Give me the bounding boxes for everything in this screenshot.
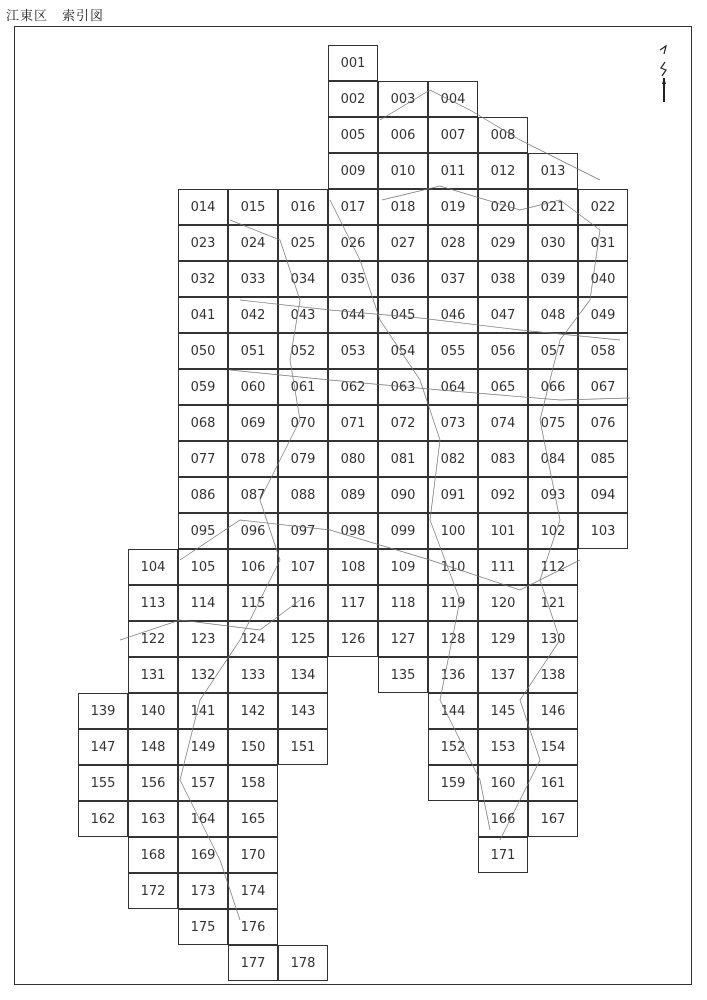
map-sheet-044[interactable]: 044 bbox=[328, 297, 378, 333]
map-sheet-154[interactable]: 154 bbox=[528, 729, 578, 765]
map-sheet-107[interactable]: 107 bbox=[278, 549, 328, 585]
map-sheet-067[interactable]: 067 bbox=[578, 369, 628, 405]
map-sheet-129[interactable]: 129 bbox=[478, 621, 528, 657]
map-sheet-087[interactable]: 087 bbox=[228, 477, 278, 513]
map-sheet-084[interactable]: 084 bbox=[528, 441, 578, 477]
map-sheet-078[interactable]: 078 bbox=[228, 441, 278, 477]
map-sheet-077[interactable]: 077 bbox=[178, 441, 228, 477]
map-sheet-177[interactable]: 177 bbox=[228, 945, 278, 981]
map-sheet-088[interactable]: 088 bbox=[278, 477, 328, 513]
map-sheet-161[interactable]: 161 bbox=[528, 765, 578, 801]
map-sheet-042[interactable]: 042 bbox=[228, 297, 278, 333]
map-sheet-092[interactable]: 092 bbox=[478, 477, 528, 513]
map-sheet-105[interactable]: 105 bbox=[178, 549, 228, 585]
map-sheet-158[interactable]: 158 bbox=[228, 765, 278, 801]
map-sheet-152[interactable]: 152 bbox=[428, 729, 478, 765]
map-sheet-016[interactable]: 016 bbox=[278, 189, 328, 225]
map-sheet-070[interactable]: 070 bbox=[278, 405, 328, 441]
map-sheet-099[interactable]: 099 bbox=[378, 513, 428, 549]
map-sheet-143[interactable]: 143 bbox=[278, 693, 328, 729]
map-sheet-059[interactable]: 059 bbox=[178, 369, 228, 405]
map-sheet-026[interactable]: 026 bbox=[328, 225, 378, 261]
map-sheet-155[interactable]: 155 bbox=[78, 765, 128, 801]
map-sheet-090[interactable]: 090 bbox=[378, 477, 428, 513]
map-sheet-018[interactable]: 018 bbox=[378, 189, 428, 225]
map-sheet-051[interactable]: 051 bbox=[228, 333, 278, 369]
map-sheet-140[interactable]: 140 bbox=[128, 693, 178, 729]
map-sheet-098[interactable]: 098 bbox=[328, 513, 378, 549]
map-sheet-117[interactable]: 117 bbox=[328, 585, 378, 621]
map-sheet-022[interactable]: 022 bbox=[578, 189, 628, 225]
map-sheet-030[interactable]: 030 bbox=[528, 225, 578, 261]
map-sheet-094[interactable]: 094 bbox=[578, 477, 628, 513]
map-sheet-061[interactable]: 061 bbox=[278, 369, 328, 405]
map-sheet-134[interactable]: 134 bbox=[278, 657, 328, 693]
map-sheet-114[interactable]: 114 bbox=[178, 585, 228, 621]
map-sheet-053[interactable]: 053 bbox=[328, 333, 378, 369]
map-sheet-037[interactable]: 037 bbox=[428, 261, 478, 297]
map-sheet-017[interactable]: 017 bbox=[328, 189, 378, 225]
map-sheet-111[interactable]: 111 bbox=[478, 549, 528, 585]
map-sheet-127[interactable]: 127 bbox=[378, 621, 428, 657]
map-sheet-039[interactable]: 039 bbox=[528, 261, 578, 297]
map-sheet-009[interactable]: 009 bbox=[328, 153, 378, 189]
map-sheet-145[interactable]: 145 bbox=[478, 693, 528, 729]
map-sheet-065[interactable]: 065 bbox=[478, 369, 528, 405]
map-sheet-169[interactable]: 169 bbox=[178, 837, 228, 873]
map-sheet-013[interactable]: 013 bbox=[528, 153, 578, 189]
map-sheet-112[interactable]: 112 bbox=[528, 549, 578, 585]
map-sheet-121[interactable]: 121 bbox=[528, 585, 578, 621]
map-sheet-104[interactable]: 104 bbox=[128, 549, 178, 585]
map-sheet-003[interactable]: 003 bbox=[378, 81, 428, 117]
map-sheet-147[interactable]: 147 bbox=[78, 729, 128, 765]
map-sheet-079[interactable]: 079 bbox=[278, 441, 328, 477]
map-sheet-060[interactable]: 060 bbox=[228, 369, 278, 405]
map-sheet-153[interactable]: 153 bbox=[478, 729, 528, 765]
map-sheet-135[interactable]: 135 bbox=[378, 657, 428, 693]
map-sheet-014[interactable]: 014 bbox=[178, 189, 228, 225]
map-sheet-041[interactable]: 041 bbox=[178, 297, 228, 333]
map-sheet-027[interactable]: 027 bbox=[378, 225, 428, 261]
map-sheet-031[interactable]: 031 bbox=[578, 225, 628, 261]
map-sheet-093[interactable]: 093 bbox=[528, 477, 578, 513]
map-sheet-083[interactable]: 083 bbox=[478, 441, 528, 477]
map-sheet-069[interactable]: 069 bbox=[228, 405, 278, 441]
map-sheet-086[interactable]: 086 bbox=[178, 477, 228, 513]
map-sheet-109[interactable]: 109 bbox=[378, 549, 428, 585]
map-sheet-174[interactable]: 174 bbox=[228, 873, 278, 909]
map-title: 江東区 索引図 bbox=[6, 9, 105, 24]
map-sheet-168[interactable]: 168 bbox=[128, 837, 178, 873]
map-sheet-122[interactable]: 122 bbox=[128, 621, 178, 657]
map-sheet-149[interactable]: 149 bbox=[178, 729, 228, 765]
map-sheet-157[interactable]: 157 bbox=[178, 765, 228, 801]
map-sheet-076[interactable]: 076 bbox=[578, 405, 628, 441]
map-sheet-095[interactable]: 095 bbox=[178, 513, 228, 549]
map-sheet-012[interactable]: 012 bbox=[478, 153, 528, 189]
map-sheet-023[interactable]: 023 bbox=[178, 225, 228, 261]
map-sheet-074[interactable]: 074 bbox=[478, 405, 528, 441]
map-sheet-130[interactable]: 130 bbox=[528, 621, 578, 657]
map-sheet-170[interactable]: 170 bbox=[228, 837, 278, 873]
map-sheet-025[interactable]: 025 bbox=[278, 225, 328, 261]
map-sheet-073[interactable]: 073 bbox=[428, 405, 478, 441]
map-sheet-010[interactable]: 010 bbox=[378, 153, 428, 189]
map-sheet-038[interactable]: 038 bbox=[478, 261, 528, 297]
map-sheet-138[interactable]: 138 bbox=[528, 657, 578, 693]
map-sheet-160[interactable]: 160 bbox=[478, 765, 528, 801]
map-sheet-089[interactable]: 089 bbox=[328, 477, 378, 513]
map-sheet-132[interactable]: 132 bbox=[178, 657, 228, 693]
map-sheet-124[interactable]: 124 bbox=[228, 621, 278, 657]
map-sheet-148[interactable]: 148 bbox=[128, 729, 178, 765]
map-sheet-055[interactable]: 055 bbox=[428, 333, 478, 369]
map-sheet-128[interactable]: 128 bbox=[428, 621, 478, 657]
map-sheet-036[interactable]: 036 bbox=[378, 261, 428, 297]
map-sheet-056[interactable]: 056 bbox=[478, 333, 528, 369]
map-sheet-156[interactable]: 156 bbox=[128, 765, 178, 801]
map-sheet-116[interactable]: 116 bbox=[278, 585, 328, 621]
map-sheet-040[interactable]: 040 bbox=[578, 261, 628, 297]
map-sheet-102[interactable]: 102 bbox=[528, 513, 578, 549]
map-sheet-137[interactable]: 137 bbox=[478, 657, 528, 693]
map-sheet-034[interactable]: 034 bbox=[278, 261, 328, 297]
map-sheet-164[interactable]: 164 bbox=[178, 801, 228, 837]
map-sheet-133[interactable]: 133 bbox=[228, 657, 278, 693]
map-sheet-120[interactable]: 120 bbox=[478, 585, 528, 621]
map-sheet-165[interactable]: 165 bbox=[228, 801, 278, 837]
map-sheet-063[interactable]: 063 bbox=[378, 369, 428, 405]
map-sheet-131[interactable]: 131 bbox=[128, 657, 178, 693]
map-sheet-047[interactable]: 047 bbox=[478, 297, 528, 333]
map-sheet-082[interactable]: 082 bbox=[428, 441, 478, 477]
map-sheet-058[interactable]: 058 bbox=[578, 333, 628, 369]
map-sheet-035[interactable]: 035 bbox=[328, 261, 378, 297]
map-sheet-091[interactable]: 091 bbox=[428, 477, 478, 513]
map-sheet-032[interactable]: 032 bbox=[178, 261, 228, 297]
map-sheet-004[interactable]: 004 bbox=[428, 81, 478, 117]
map-sheet-062[interactable]: 062 bbox=[328, 369, 378, 405]
map-sheet-008[interactable]: 008 bbox=[478, 117, 528, 153]
map-sheet-142[interactable]: 142 bbox=[228, 693, 278, 729]
map-sheet-103[interactable]: 103 bbox=[578, 513, 628, 549]
map-sheet-029[interactable]: 029 bbox=[478, 225, 528, 261]
map-sheet-136[interactable]: 136 bbox=[428, 657, 478, 693]
map-sheet-159[interactable]: 159 bbox=[428, 765, 478, 801]
map-sheet-064[interactable]: 064 bbox=[428, 369, 478, 405]
map-sheet-024[interactable]: 024 bbox=[228, 225, 278, 261]
map-sheet-171[interactable]: 171 bbox=[478, 837, 528, 873]
map-sheet-108[interactable]: 108 bbox=[328, 549, 378, 585]
map-sheet-150[interactable]: 150 bbox=[228, 729, 278, 765]
map-sheet-057[interactable]: 057 bbox=[528, 333, 578, 369]
map-sheet-176[interactable]: 176 bbox=[228, 909, 278, 945]
map-sheet-173[interactable]: 173 bbox=[178, 873, 228, 909]
map-sheet-050[interactable]: 050 bbox=[178, 333, 228, 369]
map-sheet-123[interactable]: 123 bbox=[178, 621, 228, 657]
map-sheet-115[interactable]: 115 bbox=[228, 585, 278, 621]
map-sheet-097[interactable]: 097 bbox=[278, 513, 328, 549]
map-sheet-151[interactable]: 151 bbox=[278, 729, 328, 765]
map-sheet-119[interactable]: 119 bbox=[428, 585, 478, 621]
map-sheet-043[interactable]: 043 bbox=[278, 297, 328, 333]
map-sheet-162[interactable]: 162 bbox=[78, 801, 128, 837]
map-sheet-002[interactable]: 002 bbox=[328, 81, 378, 117]
map-sheet-019[interactable]: 019 bbox=[428, 189, 478, 225]
map-sheet-001[interactable]: 001 bbox=[328, 45, 378, 81]
map-sheet-045[interactable]: 045 bbox=[378, 297, 428, 333]
map-sheet-048[interactable]: 048 bbox=[528, 297, 578, 333]
map-sheet-075[interactable]: 075 bbox=[528, 405, 578, 441]
map-sheet-096[interactable]: 096 bbox=[228, 513, 278, 549]
map-sheet-141[interactable]: 141 bbox=[178, 693, 228, 729]
map-sheet-033[interactable]: 033 bbox=[228, 261, 278, 297]
map-sheet-106[interactable]: 106 bbox=[228, 549, 278, 585]
map-sheet-054[interactable]: 054 bbox=[378, 333, 428, 369]
map-sheet-175[interactable]: 175 bbox=[178, 909, 228, 945]
map-sheet-081[interactable]: 081 bbox=[378, 441, 428, 477]
map-sheet-126[interactable]: 126 bbox=[328, 621, 378, 657]
map-sheet-049[interactable]: 049 bbox=[578, 297, 628, 333]
map-sheet-167[interactable]: 167 bbox=[528, 801, 578, 837]
map-sheet-101[interactable]: 101 bbox=[478, 513, 528, 549]
map-sheet-100[interactable]: 100 bbox=[428, 513, 478, 549]
map-sheet-015[interactable]: 015 bbox=[228, 189, 278, 225]
map-sheet-163[interactable]: 163 bbox=[128, 801, 178, 837]
map-sheet-146[interactable]: 146 bbox=[528, 693, 578, 729]
map-sheet-021[interactable]: 021 bbox=[528, 189, 578, 225]
map-sheet-110[interactable]: 110 bbox=[428, 549, 478, 585]
map-sheet-118[interactable]: 118 bbox=[378, 585, 428, 621]
map-sheet-139[interactable]: 139 bbox=[78, 693, 128, 729]
map-sheet-113[interactable]: 113 bbox=[128, 585, 178, 621]
map-sheet-006[interactable]: 006 bbox=[378, 117, 428, 153]
map-sheet-172[interactable]: 172 bbox=[128, 873, 178, 909]
map-sheet-046[interactable]: 046 bbox=[428, 297, 478, 333]
map-sheet-072[interactable]: 072 bbox=[378, 405, 428, 441]
map-sheet-166[interactable]: 166 bbox=[478, 801, 528, 837]
map-sheet-007[interactable]: 007 bbox=[428, 117, 478, 153]
map-sheet-028[interactable]: 028 bbox=[428, 225, 478, 261]
map-sheet-071[interactable]: 071 bbox=[328, 405, 378, 441]
map-sheet-005[interactable]: 005 bbox=[328, 117, 378, 153]
map-sheet-066[interactable]: 066 bbox=[528, 369, 578, 405]
map-sheet-080[interactable]: 080 bbox=[328, 441, 378, 477]
map-sheet-178[interactable]: 178 bbox=[278, 945, 328, 981]
map-sheet-011[interactable]: 011 bbox=[428, 153, 478, 189]
map-sheet-052[interactable]: 052 bbox=[278, 333, 328, 369]
map-sheet-068[interactable]: 068 bbox=[178, 405, 228, 441]
map-sheet-125[interactable]: 125 bbox=[278, 621, 328, 657]
map-sheet-144[interactable]: 144 bbox=[428, 693, 478, 729]
map-sheet-085[interactable]: 085 bbox=[578, 441, 628, 477]
map-sheet-020[interactable]: 020 bbox=[478, 189, 528, 225]
